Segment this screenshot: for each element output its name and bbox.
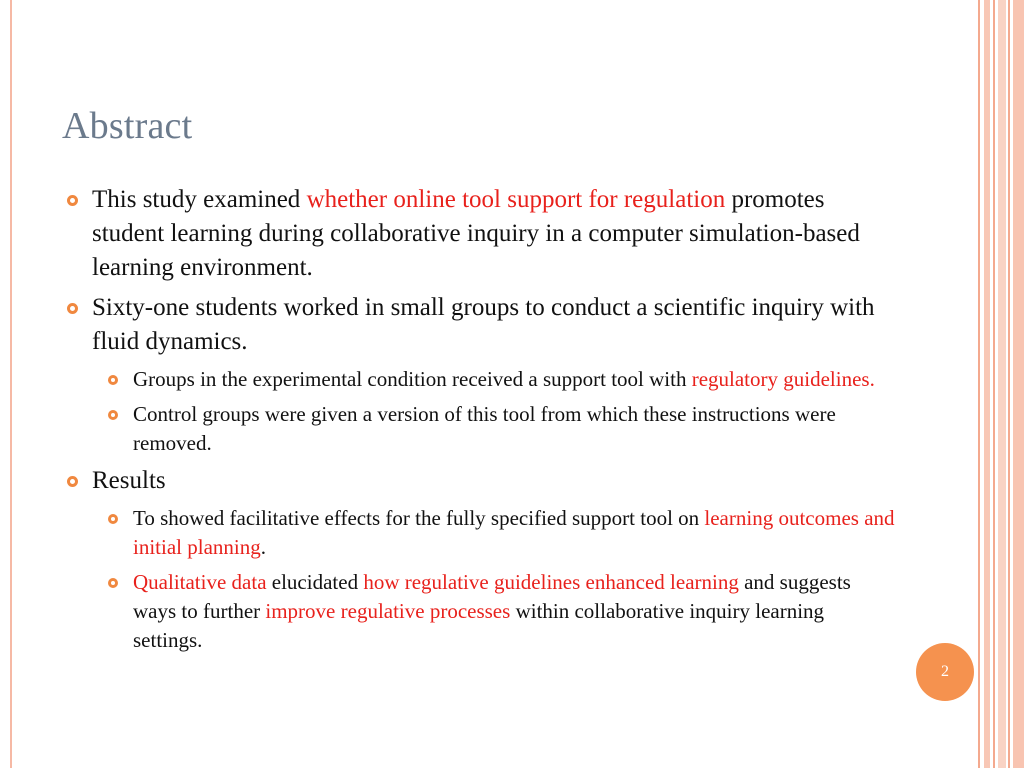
highlight-text: Qualitative data [133,570,267,594]
right-border-stripe [984,0,990,768]
bullet-icon [67,476,78,487]
right-border-stripe [1013,0,1024,768]
highlight-text: how regulative guidelines enhanced learning [363,570,739,594]
highlight-text: learning outcomes and initial planning [133,506,895,559]
bullet-item [66,464,896,498]
right-border-stripe [993,0,995,768]
bullet-text: To showed facilitative effects for the fully specified support tool on learning outcomes and initial planning. [133,506,895,559]
bullet-text: This study examined whether online tool support for regulation promotes student learning during collaborative inquiry in a computer simulation-based learning environment. [92,186,860,281]
highlight-text: regulatory guidelines. [691,367,875,391]
bullet-icon [67,195,78,206]
bullet-item [66,291,896,359]
highlight-text: whether online tool support for regulation [306,186,726,213]
sub-bullet-item [107,504,896,562]
bullet-text: Sixty-one students worked in small groups to conduct a scientific inquiry with fluid dynamics. [92,294,875,355]
right-border-stripe [1008,0,1010,768]
highlight-text: improve regulative processes [265,599,511,623]
bullet-icon [108,514,118,524]
sub-bullet-item [107,365,896,394]
sub-bullet-item [107,568,896,655]
right-border-stripe [978,0,980,768]
left-border-line [10,0,12,768]
bullet-item [66,183,896,285]
bullet-text: Qualitative data elucidated how regulative guidelines enhanced learning and suggests ways to further improve regulative processes within collaborative inquiry learning settings. [133,570,851,652]
bullet-icon [108,410,118,420]
bullet-icon [108,578,118,588]
bullet-text: Results [92,467,166,494]
right-border-stripe [998,0,1006,768]
sub-bullet-item [107,400,896,458]
bullet-icon [67,303,78,314]
slide-content [66,183,896,661]
bullet-text: Groups in the experimental condition received a support tool with regulatory guidelines. [133,367,875,391]
bullet-icon [108,375,118,385]
page-number-badge: 2 [916,643,974,701]
bullet-text: Control groups were given a version of this tool from which these instructions were removed. [133,402,836,455]
slide-title: Abstract [62,105,193,147]
